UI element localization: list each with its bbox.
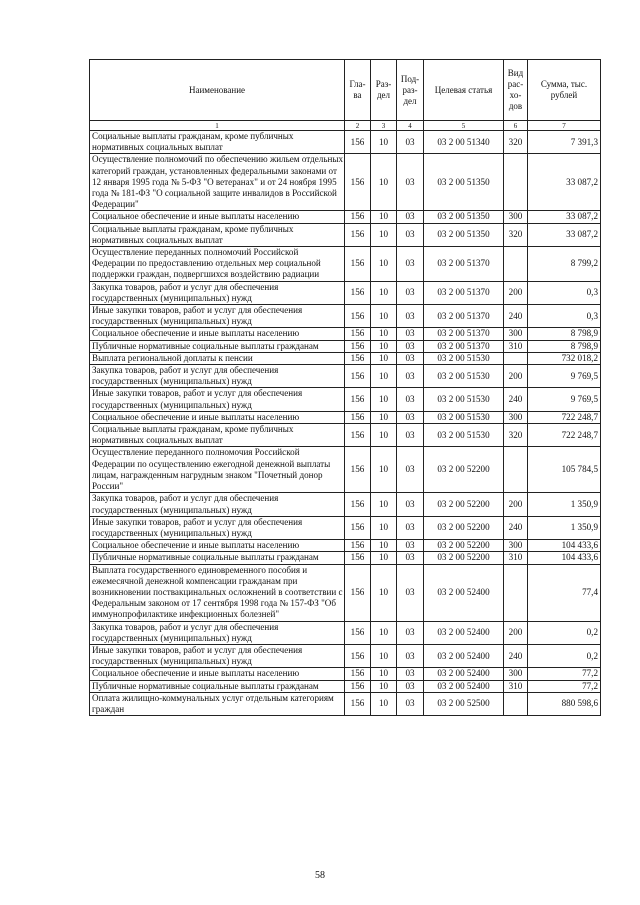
cell-name: Публичные нормативные социальные выплаты гражданам — [90, 340, 345, 352]
cell-section: 10 — [371, 247, 397, 282]
table-row — [90, 365, 601, 388]
cell-subsection: 03 — [397, 305, 424, 328]
cell-subsection: 03 — [397, 692, 424, 715]
cell-chapter: 156 — [345, 328, 371, 340]
cell-target: 03 2 00 52200 — [424, 540, 504, 552]
table-row — [90, 692, 601, 715]
cell-target: 03 2 00 52200 — [424, 447, 504, 493]
cell-target: 03 2 00 51350 — [424, 211, 504, 223]
cell-expense-type — [504, 247, 528, 282]
table-row — [90, 281, 601, 304]
cell-chapter: 156 — [345, 424, 371, 447]
cell-name: Публичные нормативные социальные выплаты гражданам — [90, 680, 345, 692]
cell-section: 10 — [371, 281, 397, 304]
cell-target: 03 2 00 51370 — [424, 305, 504, 328]
cell-name: Закупка товаров, работ и услуг для обеспечения государственных (муниципальных) нужд — [90, 365, 345, 388]
cell-amount: 732 018,2 — [528, 352, 601, 364]
cell-amount: 9 769,5 — [528, 365, 601, 388]
cell-name: Закупка товаров, работ и услуг для обеспечения государственных (муниципальных) нужд — [90, 493, 345, 516]
cell-target: 03 2 00 51340 — [424, 131, 504, 154]
cell-expense-type: 240 — [504, 516, 528, 539]
cell-expense-type: 320 — [504, 424, 528, 447]
cell-section: 10 — [371, 516, 397, 539]
cell-amount: 722 248,7 — [528, 411, 601, 423]
cell-expense-type — [504, 692, 528, 715]
cell-target: 03 2 00 51370 — [424, 247, 504, 282]
cell-amount: 105 784,5 — [528, 447, 601, 493]
cell-target: 03 2 00 52400 — [424, 680, 504, 692]
table-row — [90, 493, 601, 516]
cell-amount: 8 799,2 — [528, 247, 601, 282]
cell-target: 03 2 00 51370 — [424, 328, 504, 340]
cell-chapter: 156 — [345, 131, 371, 154]
cell-amount: 8 798,9 — [528, 328, 601, 340]
table-row — [90, 644, 601, 667]
table-row — [90, 211, 601, 223]
cell-amount: 0,2 — [528, 621, 601, 644]
cell-expense-type — [504, 352, 528, 364]
cell-subsection: 03 — [397, 493, 424, 516]
cell-amount: 8 798,9 — [528, 340, 601, 352]
cell-section: 10 — [371, 154, 397, 211]
cell-target: 03 2 00 52200 — [424, 493, 504, 516]
cell-target: 03 2 00 51530 — [424, 365, 504, 388]
cell-target: 03 2 00 52200 — [424, 552, 504, 564]
cell-name: Осуществление переданных полномочий Российской Федерации по предоставлению отдельных мер социальной поддержки граждан, подвергшихся воздействию радиации — [90, 247, 345, 282]
cell-amount: 0,3 — [528, 281, 601, 304]
table-row — [90, 668, 601, 680]
cell-chapter: 156 — [345, 352, 371, 364]
table-row — [90, 621, 601, 644]
column-number: 2 — [345, 121, 371, 131]
cell-subsection: 03 — [397, 388, 424, 411]
cell-chapter: 156 — [345, 552, 371, 564]
cell-amount: 0,3 — [528, 305, 601, 328]
cell-target: 03 2 00 51370 — [424, 281, 504, 304]
cell-section: 10 — [371, 223, 397, 246]
cell-expense-type: 320 — [504, 131, 528, 154]
column-number: 3 — [371, 121, 397, 131]
cell-section: 10 — [371, 493, 397, 516]
cell-chapter: 156 — [345, 516, 371, 539]
cell-section: 10 — [371, 424, 397, 447]
cell-subsection: 03 — [397, 668, 424, 680]
header-name: Наименование — [90, 60, 345, 121]
cell-section: 10 — [371, 365, 397, 388]
cell-name: Выплата региональной доплаты к пенсии — [90, 352, 345, 364]
table-row — [90, 516, 601, 539]
cell-chapter: 156 — [345, 247, 371, 282]
cell-section: 10 — [371, 540, 397, 552]
cell-target: 03 2 00 51530 — [424, 352, 504, 364]
cell-target: 03 2 00 51530 — [424, 424, 504, 447]
table-row — [90, 680, 601, 692]
cell-target: 03 2 00 52200 — [424, 516, 504, 539]
cell-section: 10 — [371, 305, 397, 328]
table-row — [90, 247, 601, 282]
cell-chapter: 156 — [345, 281, 371, 304]
cell-name: Закупка товаров, работ и услуг для обеспечения государственных (муниципальных) нужд — [90, 621, 345, 644]
cell-amount: 77,2 — [528, 668, 601, 680]
cell-section: 10 — [371, 552, 397, 564]
cell-subsection: 03 — [397, 564, 424, 621]
cell-subsection: 03 — [397, 424, 424, 447]
cell-name: Иные закупки товаров, работ и услуг для обеспечения государственных (муниципальных) нужд — [90, 305, 345, 328]
cell-chapter: 156 — [345, 644, 371, 667]
table-row — [90, 447, 601, 493]
cell-subsection: 03 — [397, 352, 424, 364]
table-row — [90, 411, 601, 423]
cell-subsection: 03 — [397, 223, 424, 246]
cell-name: Социальное обеспечение и иные выплаты населению — [90, 411, 345, 423]
cell-chapter: 156 — [345, 621, 371, 644]
cell-subsection: 03 — [397, 247, 424, 282]
cell-name: Публичные нормативные социальные выплаты гражданам — [90, 552, 345, 564]
cell-subsection: 03 — [397, 411, 424, 423]
cell-name: Выплата государственного единовременного пособия и ежемесячной денежной компенсации гражданам при возникновении поствакцинальных осложнений в соответствии с Федеральным законом от 17 сентября 1998 года № 157-ФЗ "Об иммунопрофилактике инфекционных болезней" — [90, 564, 345, 621]
cell-expense-type: 300 — [504, 411, 528, 423]
cell-expense-type: 240 — [504, 644, 528, 667]
cell-target: 03 2 00 51350 — [424, 223, 504, 246]
header-expense-type: Вид рас-хо-дов — [504, 60, 528, 121]
cell-expense-type: 200 — [504, 621, 528, 644]
cell-section: 10 — [371, 411, 397, 423]
cell-name: Социальные выплаты гражданам, кроме публичных нормативных социальных выплат — [90, 131, 345, 154]
cell-name: Оплата жилищно-коммунальных услуг отдельным категориям граждан — [90, 692, 345, 715]
cell-expense-type — [504, 447, 528, 493]
cell-amount: 77,4 — [528, 564, 601, 621]
table-row — [90, 328, 601, 340]
cell-amount: 33 087,2 — [528, 223, 601, 246]
cell-subsection: 03 — [397, 644, 424, 667]
cell-chapter: 156 — [345, 540, 371, 552]
cell-name: Социальные выплаты гражданам, кроме публичных нормативных социальных выплат — [90, 424, 345, 447]
cell-chapter: 156 — [345, 340, 371, 352]
cell-expense-type: 310 — [504, 552, 528, 564]
cell-section: 10 — [371, 447, 397, 493]
column-number-row — [90, 121, 601, 131]
cell-name: Закупка товаров, работ и услуг для обеспечения государственных (муниципальных) нужд — [90, 281, 345, 304]
table-row — [90, 564, 601, 621]
cell-chapter: 156 — [345, 493, 371, 516]
cell-name: Социальное обеспечение и иные выплаты населению — [90, 668, 345, 680]
cell-subsection: 03 — [397, 540, 424, 552]
cell-subsection: 03 — [397, 281, 424, 304]
cell-section: 10 — [371, 340, 397, 352]
cell-section: 10 — [371, 621, 397, 644]
table-row — [90, 340, 601, 352]
cell-amount: 104 433,6 — [528, 540, 601, 552]
cell-section: 10 — [371, 131, 397, 154]
cell-amount: 33 087,2 — [528, 211, 601, 223]
cell-subsection: 03 — [397, 131, 424, 154]
header-section: Раз-дел — [371, 60, 397, 121]
cell-amount: 880 598,6 — [528, 692, 601, 715]
cell-section: 10 — [371, 388, 397, 411]
cell-name: Иные закупки товаров, работ и услуг для обеспечения государственных (муниципальных) нужд — [90, 644, 345, 667]
cell-section: 10 — [371, 564, 397, 621]
cell-subsection: 03 — [397, 552, 424, 564]
table-row — [90, 305, 601, 328]
cell-chapter: 156 — [345, 223, 371, 246]
cell-subsection: 03 — [397, 447, 424, 493]
cell-chapter: 156 — [345, 154, 371, 211]
table-row — [90, 223, 601, 246]
table-row — [90, 352, 601, 364]
header-subsection: Под-раз-дел — [397, 60, 424, 121]
cell-name: Иные закупки товаров, работ и услуг для обеспечения государственных (муниципальных) нужд — [90, 388, 345, 411]
cell-subsection: 03 — [397, 154, 424, 211]
cell-expense-type: 200 — [504, 493, 528, 516]
cell-expense-type: 310 — [504, 340, 528, 352]
cell-section: 10 — [371, 680, 397, 692]
cell-amount: 104 433,6 — [528, 552, 601, 564]
cell-section: 10 — [371, 668, 397, 680]
cell-chapter: 156 — [345, 680, 371, 692]
cell-target: 03 2 00 52400 — [424, 621, 504, 644]
cell-section: 10 — [371, 644, 397, 667]
cell-chapter: 156 — [345, 447, 371, 493]
cell-expense-type — [504, 564, 528, 621]
cell-target: 03 2 00 52500 — [424, 692, 504, 715]
cell-section: 10 — [371, 692, 397, 715]
cell-chapter: 156 — [345, 365, 371, 388]
cell-target: 03 2 00 52400 — [424, 644, 504, 667]
cell-amount: 9 769,5 — [528, 388, 601, 411]
column-number: 5 — [424, 121, 504, 131]
cell-target: 03 2 00 52400 — [424, 668, 504, 680]
column-number: 7 — [528, 121, 601, 131]
header-amount: Сумма, тыс. рублей — [528, 60, 601, 121]
cell-amount: 1 350,9 — [528, 516, 601, 539]
table-row — [90, 388, 601, 411]
cell-name: Социальное обеспечение и иные выплаты населению — [90, 540, 345, 552]
cell-target: 03 2 00 51530 — [424, 411, 504, 423]
column-number: 4 — [397, 121, 424, 131]
cell-chapter: 156 — [345, 211, 371, 223]
cell-name: Осуществление полномочий по обеспечению жильем отдельных категорий граждан, установленных федеральными законами от 12 января 1995 года № 5-ФЗ "О ветеранах" и от 24 ноября 1995 года № 181-ФЗ "О социальной защите инвалидов в Российской Федерации" — [90, 154, 345, 211]
cell-target: 03 2 00 51530 — [424, 388, 504, 411]
cell-section: 10 — [371, 328, 397, 340]
cell-expense-type: 300 — [504, 540, 528, 552]
cell-expense-type: 310 — [504, 680, 528, 692]
table-row — [90, 131, 601, 154]
cell-chapter: 156 — [345, 692, 371, 715]
cell-expense-type: 200 — [504, 365, 528, 388]
cell-name: Иные закупки товаров, работ и услуг для обеспечения государственных (муниципальных) нужд — [90, 516, 345, 539]
cell-expense-type: 240 — [504, 305, 528, 328]
cell-subsection: 03 — [397, 365, 424, 388]
cell-target: 03 2 00 51350 — [424, 154, 504, 211]
column-number: 1 — [90, 121, 345, 131]
cell-amount: 7 391,3 — [528, 131, 601, 154]
cell-section: 10 — [371, 352, 397, 364]
cell-subsection: 03 — [397, 516, 424, 539]
table-row — [90, 540, 601, 552]
cell-amount: 77,2 — [528, 680, 601, 692]
cell-amount: 0,2 — [528, 644, 601, 667]
cell-chapter: 156 — [345, 411, 371, 423]
table-row — [90, 154, 601, 211]
cell-expense-type: 300 — [504, 328, 528, 340]
budget-table — [89, 59, 601, 716]
cell-section: 10 — [371, 211, 397, 223]
cell-subsection: 03 — [397, 211, 424, 223]
cell-expense-type: 300 — [504, 668, 528, 680]
cell-chapter: 156 — [345, 564, 371, 621]
cell-chapter: 156 — [345, 668, 371, 680]
cell-expense-type: 300 — [504, 211, 528, 223]
cell-name: Социальные выплаты гражданам, кроме публичных нормативных социальных выплат — [90, 223, 345, 246]
table-row — [90, 552, 601, 564]
table-header-row — [90, 60, 601, 121]
cell-name: Социальное обеспечение и иные выплаты населению — [90, 328, 345, 340]
cell-subsection: 03 — [397, 680, 424, 692]
header-chapter: Гла-ва — [345, 60, 371, 121]
cell-chapter: 156 — [345, 388, 371, 411]
cell-amount: 33 087,2 — [528, 154, 601, 211]
cell-expense-type: 320 — [504, 223, 528, 246]
cell-name: Социальное обеспечение и иные выплаты населению — [90, 211, 345, 223]
page-number: 58 — [315, 870, 325, 881]
cell-chapter: 156 — [345, 305, 371, 328]
cell-expense-type: 240 — [504, 388, 528, 411]
cell-amount: 1 350,9 — [528, 493, 601, 516]
table-row — [90, 424, 601, 447]
cell-amount: 722 248,7 — [528, 424, 601, 447]
cell-target: 03 2 00 52400 — [424, 564, 504, 621]
header-target: Целевая статья — [424, 60, 504, 121]
cell-subsection: 03 — [397, 340, 424, 352]
cell-subsection: 03 — [397, 621, 424, 644]
cell-name: Осуществление переданного полномочия Российской Федерации по осуществлению ежегодной денежной выплаты лицам, награжденным нагрудным знаком "Почетный донор России" — [90, 447, 345, 493]
cell-expense-type: 200 — [504, 281, 528, 304]
column-number: 6 — [504, 121, 528, 131]
cell-expense-type — [504, 154, 528, 211]
cell-target: 03 2 00 51370 — [424, 340, 504, 352]
table-body — [90, 131, 601, 716]
cell-subsection: 03 — [397, 328, 424, 340]
